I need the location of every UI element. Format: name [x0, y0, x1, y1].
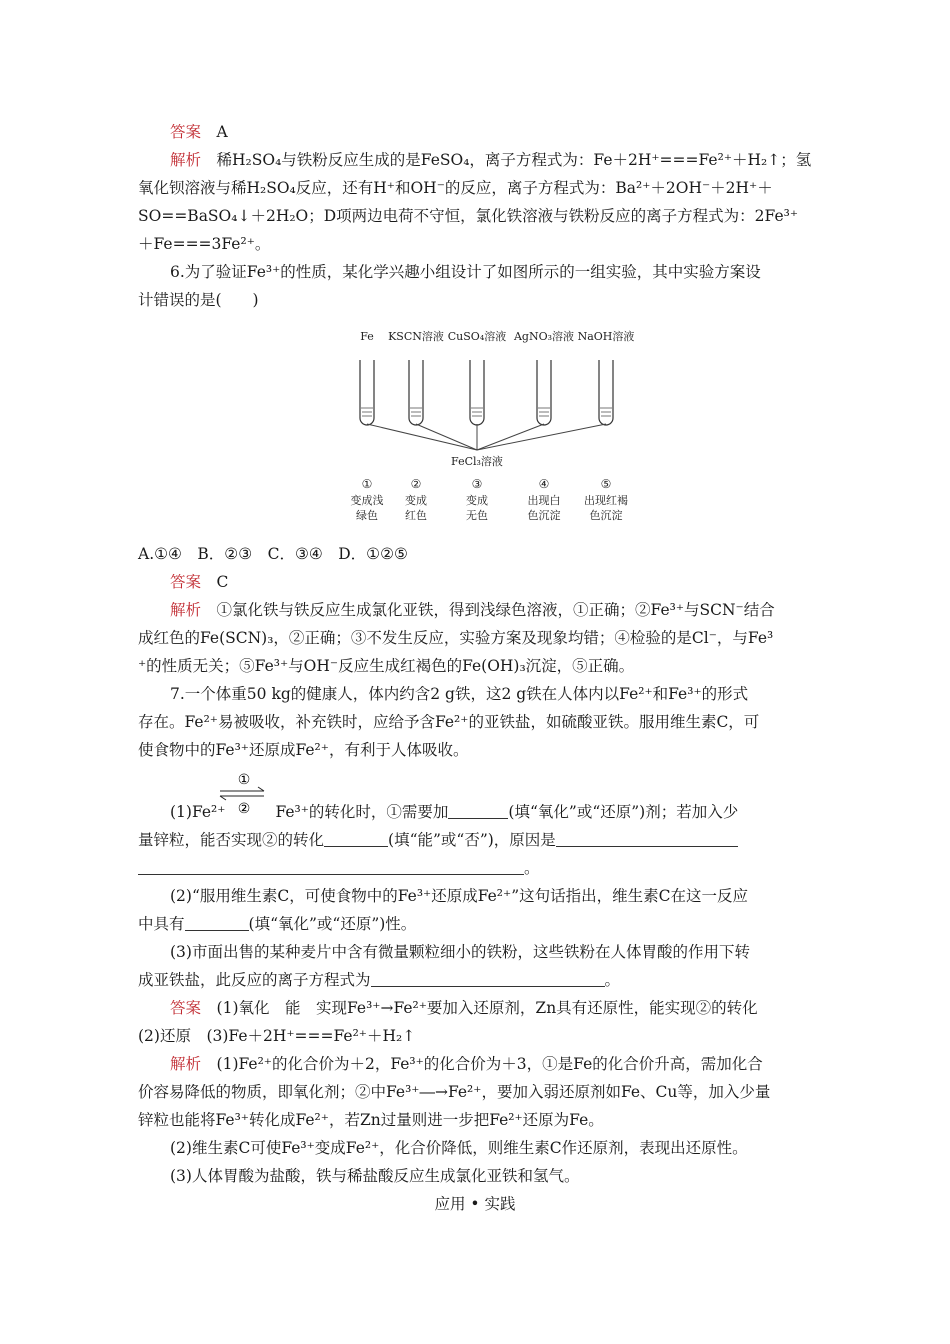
q6-stem-line-2: 计错误的是( ) [138, 291, 259, 309]
q6-answer: C [216, 573, 229, 591]
result-1 [351, 477, 384, 522]
test-tube-2 [409, 360, 423, 425]
reagent-label-3: CuSO₄溶液 [447, 330, 507, 343]
experiment-figure [340, 326, 640, 528]
q6-stem-line-1: 6.为了验证Fe³⁺的性质，某化学兴趣小组设计了如图所示的一组实验，其中实验方案设 [170, 263, 761, 281]
q7-part1-text-b: Fe³⁺的转化时，①需要加 [275, 803, 449, 821]
q7-part1-text-l2b: (填“能”或“否”)，原因是 [388, 831, 556, 849]
q7-part1-line-2 [138, 829, 810, 851]
reagent-label-4: AgNO₃溶液 [513, 330, 575, 343]
q7-part1-text-c: (填“氧化”或“还原”)剂；若加入少 [508, 803, 739, 821]
result-2 [405, 477, 427, 522]
reagent-label-2: KSCN溶液 [388, 330, 444, 343]
q7-stem-line-2: 存在。Fe²⁺易被吸收，补充铁时，应给予含Fe²⁺的亚铁盐，如硫酸亚铁。服用维生素C，可 [138, 713, 760, 731]
answer-label: 答案 [170, 573, 202, 591]
svg-text:红色: 红色 [405, 509, 427, 522]
q5-answer-line [170, 121, 842, 143]
svg-text:色沉淀: 色沉淀 [527, 509, 561, 522]
test-tube-4 [537, 360, 551, 425]
result-4 [528, 477, 561, 522]
q7-part3-text-a: 成亚铁盐，此反应的离子方程式为 [138, 971, 371, 989]
blank-4[interactable] [185, 916, 249, 931]
svg-text:②: ② [410, 477, 422, 491]
svg-text:色沉淀: 色沉淀 [589, 509, 623, 522]
q7-analysis-line-3: 锌粒也能将Fe³⁺转化成Fe²⁺，若Zn过量则进一步把Fe²⁺还原为Fe。 [138, 1111, 604, 1129]
q7-part3-line-1: (3)市面出售的某种麦片中含有微量颗粒细小的铁粉，这些铁粉在人体胃酸的作用下转 [170, 943, 750, 961]
svg-text:③: ③ [471, 477, 483, 491]
q6-options: A.①④ B．②③ C．③④ D．①②⑤ [138, 545, 408, 563]
q7-part1-line-3 [138, 857, 810, 879]
q7-part2-text-a: 中具有 [138, 915, 185, 933]
analysis-label: 解析 [170, 601, 202, 619]
q5-answer: A [216, 123, 228, 141]
q7-analysis-line-4: (2)维生素C可使Fe³⁺变成Fe²⁺，化合价降低，则维生素C作还原剂，表现出还原性。 [170, 1139, 748, 1157]
q7-part3-line-2 [138, 969, 810, 991]
q6-analysis-line-3: ⁺的性质无关；⑤Fe³⁺与OH⁻反应生成红褐色的Fe(OH)₃沉淀，⑤正确。 [138, 657, 635, 675]
test-tube-5 [599, 360, 613, 425]
svg-text:绿色: 绿色 [356, 509, 378, 522]
q5-analysis-line-2: 氧化钡溶液与稀H₂SO₄反应，还有H⁺和OH⁻的反应，离子方程式为：Ba²⁺＋2OH⁻＋2H⁺＋ [138, 179, 773, 197]
section-footer: 应用 • 实践 [434, 1195, 516, 1213]
q5-analysis-line-1 [170, 149, 842, 171]
q7-part2-line-1: (2)“服用维生素C，可使食物中的Fe³⁺还原成Fe²⁺”这句话指出，维生素C在这一反应 [170, 887, 748, 905]
q7-analysis-line-1 [170, 1053, 842, 1075]
svg-text:①: ① [361, 477, 373, 491]
q5-analysis-line-4: ＋Fe===3Fe²⁺。 [138, 235, 271, 253]
result-3 [466, 477, 488, 522]
svg-text:④: ④ [538, 477, 550, 491]
svg-text:变成: 变成 [466, 494, 488, 507]
q7-analysis-text: (1)Fe²⁺的化合价为＋2，Fe³⁺的化合价为＋3，①是Fe的化合价升高，需加化合 [216, 1055, 763, 1073]
q5-analysis-text: 稀H₂SO₄与铁粉反应生成的是FeSO₄，离子方程式为：Fe＋2H⁺===Fe²⁺＋H₂↑；氢 [216, 151, 812, 169]
q6-analysis-line-2: 成红色的Fe(SCN)₃，②正确；③不发生反应，实验方案及现象均错；④检验的是Cl⁻，与Fe³ [138, 629, 774, 647]
q7-stem-line-3: 使食物中的Fe³⁺还原成Fe²⁺，有利于人体吸收。 [138, 741, 469, 759]
blank-1[interactable] [448, 804, 508, 819]
arrow-label-bottom: ② [237, 801, 251, 817]
test-tube-1 [360, 360, 374, 425]
blank-3[interactable] [556, 832, 738, 847]
arrow-label-top: ① [237, 772, 251, 788]
svg-text:出现红褐: 出现红褐 [584, 494, 628, 507]
q7-answer-line-2: (2)还原 (3)Fe＋2H⁺===Fe²⁺＋H₂↑ [138, 1027, 416, 1045]
svg-text:变成: 变成 [405, 494, 427, 507]
svg-text:变成浅: 变成浅 [350, 494, 384, 507]
q7-part1-end: 。 [524, 859, 540, 877]
q5-analysis-line-3: SO==BaSO₄↓＋2H₂O；D项两边电荷不守恒，氯化铁溶液与铁粉反应的离子方程式为：2Fe³⁺ [138, 207, 799, 225]
q7-part3-text-b: 。 [604, 971, 621, 989]
reagent-label-5: NaOH溶液 [577, 330, 635, 343]
q6-analysis-line-1 [170, 599, 842, 621]
q7-answer-text: (1)氧化 能 实现Fe³⁺→Fe²⁺要加入还原剂，Zn具有还原性，能实现②的转化 [216, 999, 758, 1017]
q7-analysis-line-2: 价容易降低的物质，即氧化剂；②中Fe³⁺―→Fe²⁺，要加入弱还原剂如Fe、Cu等，加入少量 [138, 1083, 771, 1101]
blank-3-cont[interactable] [138, 860, 524, 875]
q6-analysis-text: ①氯化铁与铁反应生成氯化亚铁，得到浅绿色溶液，①正确；②Fe³⁺与SCN⁻结合 [216, 601, 775, 619]
q7-answer-line-1 [170, 997, 842, 1019]
result-5 [584, 477, 628, 522]
reagent-label-1: Fe [360, 330, 374, 343]
connector-lines [367, 424, 606, 450]
answer-label: 答案 [170, 123, 202, 141]
svg-text:无色: 无色 [466, 509, 488, 522]
blank-2[interactable] [324, 832, 388, 847]
q7-part2-line-2 [138, 913, 810, 935]
center-label: FeCl₃溶液 [451, 455, 503, 468]
answer-label: 答案 [170, 999, 202, 1017]
analysis-label: 解析 [170, 1055, 202, 1073]
q6-answer-line [170, 571, 842, 593]
analysis-label: 解析 [170, 151, 202, 169]
q7-part2-text-b: (填“氧化”或“还原”)性。 [248, 915, 417, 933]
q7-part1-text-l2a: 量锌粒，能否实现②的转化 [138, 831, 325, 849]
q7-part1-fe2: (1)Fe²⁺ [170, 803, 226, 821]
q7-analysis-line-5: (3)人体胃酸为盐酸，铁与稀盐酸反应生成氯化亚铁和氢气。 [170, 1167, 580, 1185]
blank-5[interactable] [371, 972, 605, 987]
test-tube-3 [470, 360, 484, 425]
svg-text:出现白: 出现白 [527, 494, 561, 507]
q7-part1-line-1 [170, 801, 842, 823]
q7-stem-line-1: 7.一个体重50 kg的健康人，体内约含2 g铁，这2 g铁在人体内以Fe²⁺和Fe³⁺的形式 [170, 685, 749, 703]
svg-text:⑤: ⑤ [600, 477, 612, 491]
